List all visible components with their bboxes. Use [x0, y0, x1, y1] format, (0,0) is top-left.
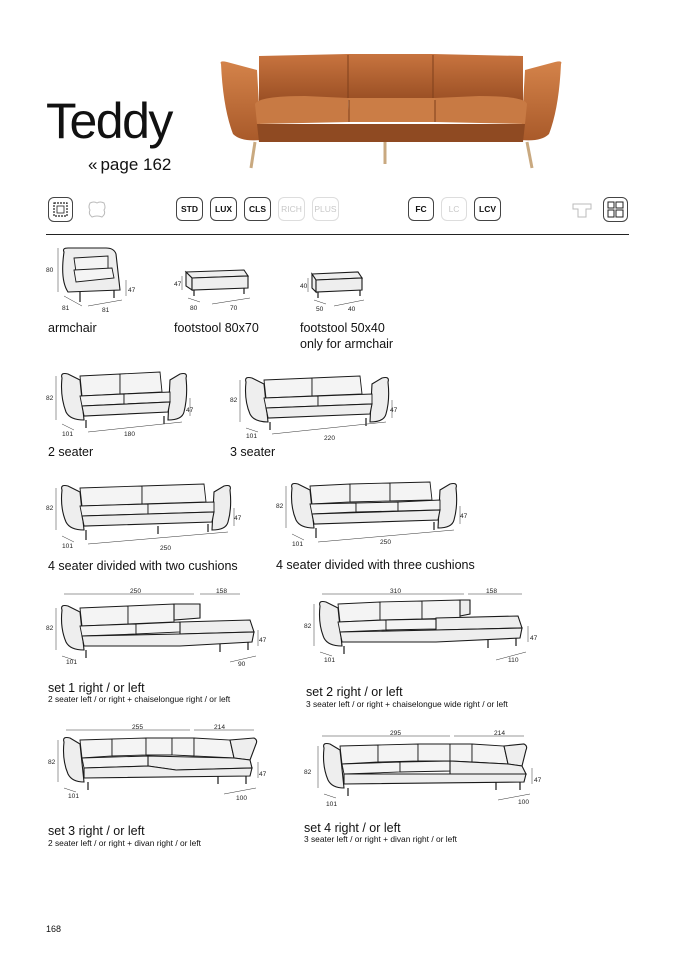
dim-label: 90	[238, 661, 246, 668]
set-4-caption: set 4 right / or left	[304, 821, 401, 835]
dim-label: 82	[46, 395, 54, 402]
dim-label: 47	[530, 635, 538, 642]
sofa-4-seater-two-cushions-drawing	[44, 478, 249, 554]
footstool-50x40-note: only for armchair	[300, 337, 394, 351]
configuration-grid-icon[interactable]	[603, 197, 628, 222]
dim-label: 82	[48, 759, 56, 766]
set-2-caption: set 2 right / or left	[306, 685, 403, 699]
dim-label: 82	[46, 505, 54, 512]
dim-label: 82	[46, 625, 54, 632]
set-3-drawing	[44, 720, 274, 808]
dim-label: 47	[174, 281, 182, 288]
dim-label: 81	[102, 307, 110, 314]
badge-fc[interactable]: FC	[408, 197, 434, 221]
set-1-caption: set 1 right / or left	[48, 681, 145, 695]
dim-label: 82	[304, 769, 312, 776]
set-2-drawing	[300, 584, 550, 674]
set-3-description: 2 seater left / or right + divan right / or left	[48, 838, 201, 848]
badge-lux[interactable]: LUX	[210, 197, 237, 221]
dim-label: 101	[66, 659, 78, 666]
badge-lc[interactable]: LC	[441, 197, 467, 221]
dim-label: 47	[128, 287, 136, 294]
fabric-swatch-icon	[52, 201, 69, 218]
set-1-drawing	[44, 584, 274, 674]
leather-shape-icon	[86, 200, 108, 220]
dim-label: 50	[316, 306, 324, 313]
dim-label: 214	[494, 730, 506, 737]
sofa-4-seater-two-cushions-caption: 4 seater divided with two cushions	[48, 559, 238, 573]
dim-label: 295	[390, 730, 402, 737]
dim-label: 101	[326, 801, 338, 808]
dim-label: 101	[62, 431, 74, 438]
sofa-photo	[215, 48, 567, 170]
dim-label: 101	[324, 657, 336, 664]
dim-label: 47	[259, 771, 267, 778]
armchair-drawing	[44, 240, 144, 318]
dim-label: 82	[230, 397, 238, 404]
dim-label: 82	[276, 503, 284, 510]
sofa-4-seater-three-cushions-caption: 4 seater divided with three cushions	[276, 558, 475, 572]
badge-std[interactable]: STD	[176, 197, 203, 221]
frame-outline-icon	[571, 200, 593, 220]
footstool-50x40-drawing	[298, 266, 374, 316]
page-number: 168	[46, 924, 62, 934]
dim-label: 47	[259, 637, 267, 644]
footstool-80x70-caption: footstool 80x70	[174, 321, 259, 335]
dim-label: 255	[132, 724, 144, 731]
dim-label: 40	[348, 306, 356, 313]
dim-label: 101	[68, 793, 80, 800]
dim-label: 214	[214, 724, 226, 731]
badge-rich[interactable]: RICH	[278, 197, 305, 221]
footstool-80x70-drawing	[172, 262, 262, 314]
armchair-caption: armchair	[48, 321, 97, 335]
dim-label: 250	[160, 545, 172, 552]
footstool-50x40-caption: footstool 50x40	[300, 321, 385, 335]
dim-label: 310	[390, 588, 402, 595]
set-3-caption: set 3 right / or left	[48, 824, 145, 838]
dim-label: 101	[62, 543, 74, 550]
dim-label: 100	[236, 795, 248, 802]
dim-label: 158	[216, 588, 228, 595]
dim-label: 47	[534, 777, 542, 784]
dim-label: 40	[300, 283, 308, 290]
sofa-4-seater-three-cushions-drawing	[274, 476, 474, 552]
header-divider	[46, 234, 629, 235]
badge-cls[interactable]: CLS	[244, 197, 271, 221]
leather-hide-icon[interactable]	[84, 197, 109, 222]
dim-label: 47	[460, 513, 468, 520]
dim-label: 180	[124, 431, 136, 438]
dim-label: 47	[186, 407, 194, 414]
set-1-description: 2 seater left / or right + chaiselongue right / or left	[48, 694, 231, 704]
page-ref-arrow: «	[88, 155, 98, 174]
dim-label: 81	[62, 305, 70, 312]
badge-lcv[interactable]: LCV	[474, 197, 501, 221]
set-4-drawing	[300, 726, 550, 812]
dim-label: 47	[234, 515, 242, 522]
dim-label: 80	[46, 267, 54, 274]
dim-label: 220	[324, 435, 336, 442]
dim-label: 80	[190, 305, 198, 312]
sofa-3-seater-drawing	[228, 370, 408, 442]
dim-label: 110	[508, 657, 519, 664]
dim-label: 82	[304, 623, 312, 630]
grid-modules-icon	[606, 200, 625, 219]
sofa-2-seater-drawing	[44, 366, 204, 440]
dim-label: 47	[390, 407, 398, 414]
badge-plus[interactable]: PLUS	[312, 197, 339, 221]
sofa-2-seater-caption: 2 seater	[48, 445, 94, 459]
page-ref-text: page 162	[100, 155, 172, 174]
dim-label: 250	[130, 588, 142, 595]
dim-label: 70	[230, 305, 238, 312]
dim-label: 158	[486, 588, 498, 595]
set-2-description: 3 seater left / or right + chaiselongue wide right / or left	[306, 699, 508, 709]
set-4-description: 3 seater left / or right + divan right / or left	[304, 834, 457, 844]
product-title: Teddy	[46, 93, 172, 149]
dim-label: 101	[292, 541, 304, 548]
dim-label: 100	[518, 799, 530, 806]
sofa-3-seater-caption: 3 seater	[230, 445, 276, 459]
fabric-pattern-icon[interactable]	[48, 197, 73, 222]
modular-frame-icon[interactable]	[569, 197, 594, 222]
dim-label: 250	[380, 539, 392, 546]
page-reference[interactable]	[88, 155, 171, 175]
dim-label: 101	[246, 433, 258, 440]
